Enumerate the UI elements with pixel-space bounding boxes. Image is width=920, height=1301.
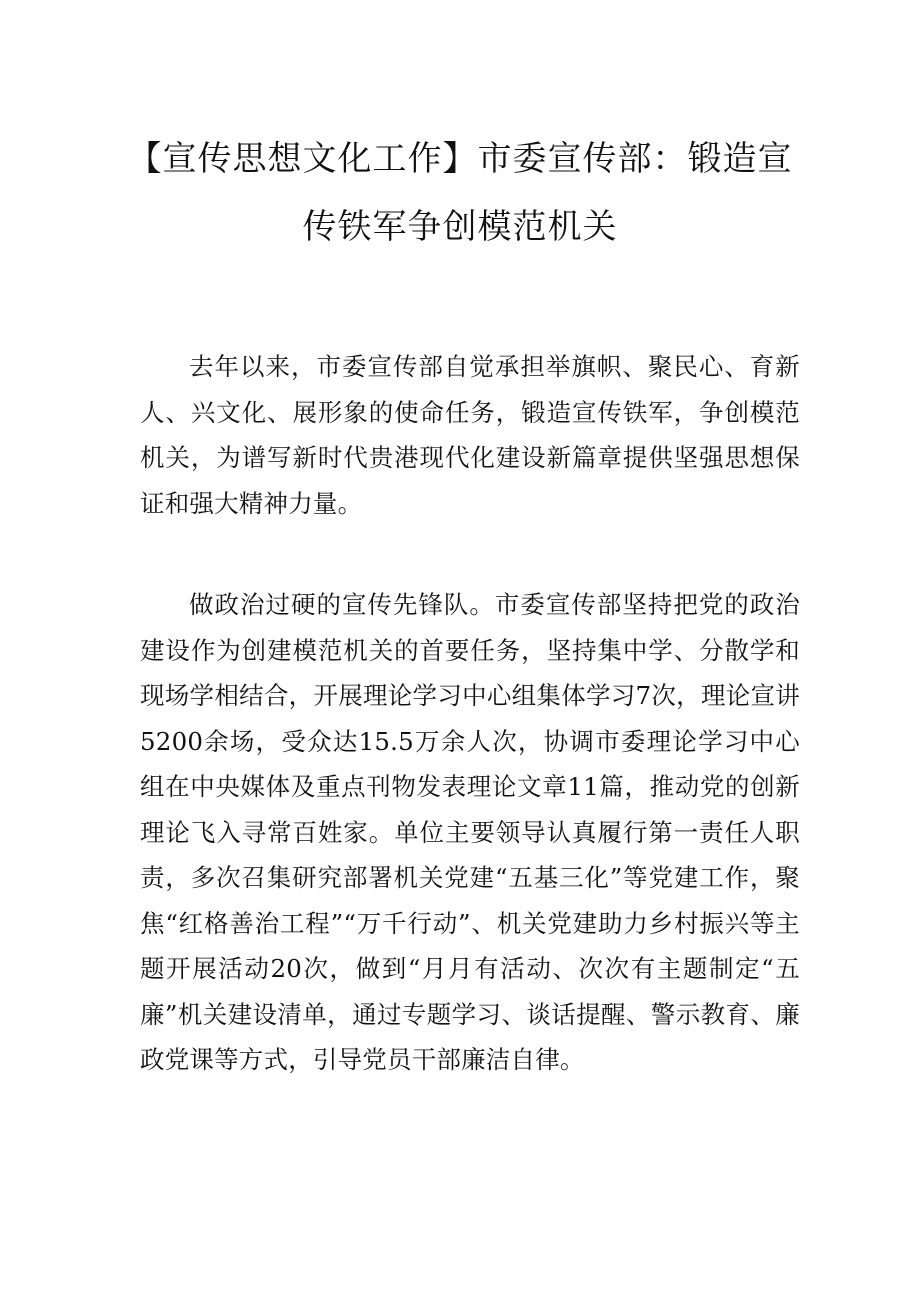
paragraph-intro: 去年以来，市委宣传部自觉承担举旗帜、聚民心、育新人、兴文化、展形象的使命任务，锻造宣传铁军，争创模范机关，为谱写新时代贵港现代化建设新篇章提供坚强思想保证和强大精神力量。 [140, 352, 800, 518]
title-line-1: 【宣传思想文化工作】市委宣传部：锻造宣 [127, 139, 793, 179]
document-title [100, 125, 820, 261]
title-line-2: 传铁军争创模范机关 [302, 207, 618, 247]
paragraph-political: 做政治过硬的宣传先锋队。市委宣传部坚持把党的政治建设作为创建模范机关的首要任务，坚持集中学、分散学和现场学相结合，开展理论学习中心组集体学习7次，理论宣讲5200余场，受众达15.5万余人次，协调市委理论学习中心组在中央媒体及重点刊物发表理论文章11篇，推动党的创新理论飞入寻常百姓家。单位主要领导认真履行第一责任人职责，多次召集研究部署机关党建“五基三化”等党建工作，聚焦“红格善治工程”“万千行动”、机关党建助力乡村振兴等主题开展活动20次，做到“月月有活动、次次有主题制定“五廉”机关建设清单，通过专题学习、谈话提醒、警示教育、廉政党课等方式，引导党员干部廉洁自律。 [140, 590, 800, 1074]
